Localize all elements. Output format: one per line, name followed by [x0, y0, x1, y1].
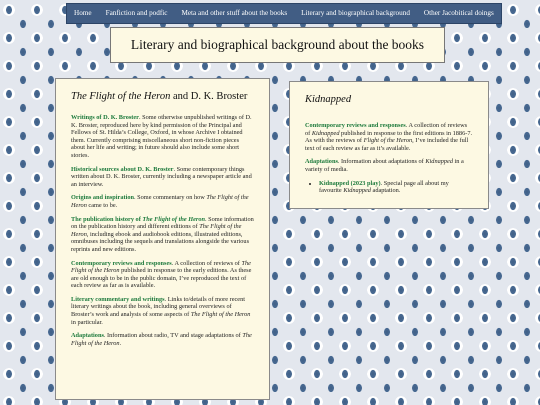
reviews-text-end: published in response to the early editions. As these are old enough to be in the public domain, I’ve reproduced the text of each review as far as is available.: [71, 267, 252, 290]
origins-book-title: The Flight of the Heron: [71, 194, 249, 209]
adaptations-book-title: The Flight of the Heron: [71, 332, 252, 347]
commentary-book-title: The Flight of the Heron: [190, 311, 251, 319]
kidnapped-play-link[interactable]: Kidnapped (2023 play): [319, 179, 381, 187]
origins-link[interactable]: Origins and inspiration: [71, 194, 134, 202]
heron-panel-heading: [71, 91, 254, 102]
nav-home[interactable]: Home: [74, 9, 92, 17]
adaptations-text-end: .: [119, 339, 122, 347]
writings-text: . Some otherwise unpublished writings of D. K. Broster, reproduced here by kind permission of the Principal and Fellows of St. Hilda’s College, Oxford, in whose Archive I obtained them. Currently comprising miscellaneous short non-fiction pieces about her life and writing; in future should also include some short stories.: [71, 114, 252, 159]
heading-author: and D. K. Broster: [170, 91, 248, 102]
heading-book-title: The Flight of the Heron: [71, 91, 171, 102]
page-title: Literary and biographical background about the books: [130, 37, 425, 52]
publication-history-link-text: The publication history of: [71, 215, 143, 223]
origins-text: . Some commentary on how: [134, 194, 207, 202]
kidnapped-reviews-entry: [305, 122, 473, 152]
commentary-text-end: in particular.: [71, 318, 103, 326]
kidnapped-play-title: Kidnapped: [343, 187, 371, 195]
publication-history-text: . Some information on the publication history and different editions of: [71, 215, 254, 231]
historical-sources-link[interactable]: Historical sources about D. K. Broster: [71, 165, 174, 173]
publication-history-link-title: The Flight of the Heron: [142, 215, 205, 223]
origins-entry: [71, 194, 254, 209]
nav-meta[interactable]: Meta and other stuff about the books: [181, 9, 288, 17]
nav-jacobitical[interactable]: Other Jacobitical doings: [423, 9, 494, 17]
writings-link[interactable]: Writings of D. K. Broster: [71, 114, 139, 121]
reviews-book-title: The Flight of the Heron: [71, 259, 251, 275]
list-item: [319, 180, 473, 195]
writings-entry: [71, 114, 254, 160]
kidnapped-adaptations-link[interactable]: Adaptations: [305, 158, 338, 166]
commentary-entry: [71, 296, 254, 326]
origins-text-end: came to be.: [86, 201, 118, 209]
kidnapped-adaptations-text: . Information about adaptations of: [337, 158, 426, 166]
commentary-link[interactable]: Literary commentary and writings: [71, 295, 165, 303]
publication-history-entry: [71, 216, 254, 254]
reviews-entry: [71, 260, 254, 290]
adaptations-entry: [71, 332, 254, 347]
adaptations-text: . Information about radio, TV and stage adaptations of: [103, 332, 243, 340]
heron-panel: [55, 78, 270, 400]
kidnapped-adaptations-text-end: in a variety of media.: [305, 158, 464, 173]
reviews-text: . A collection of reviews of: [171, 259, 242, 267]
kidnapped-reviews-title: Kidnapped: [311, 129, 340, 137]
kidnapped-reviews-heron-title: Flight of the Heron: [363, 137, 413, 145]
kidnapped-panel: [289, 81, 489, 209]
adaptations-link[interactable]: Adaptations: [71, 332, 104, 340]
historical-entry: [71, 166, 254, 189]
publication-history-book-title: The Flight of the Heron: [71, 223, 242, 238]
kidnapped-panel-heading: Kidnapped: [305, 94, 352, 105]
publication-history-link[interactable]: [71, 216, 205, 223]
kidnapped-reviews-text: . A collection of reviews of: [305, 122, 468, 137]
historical-text: . Some contemporary things written about D. K. Broster, currently including a newspaper article and an interview.: [71, 165, 252, 188]
page-title-box: [110, 27, 445, 63]
top-navigation: [66, 3, 502, 24]
kidnapped-adaptations-entry: [305, 158, 473, 173]
kidnapped-play-text: . Special page all about my favourite: [319, 179, 449, 195]
kidnapped-adaptations-title: Kidnapped: [425, 158, 453, 166]
nav-literary-background[interactable]: Literary and biographical background: [301, 9, 410, 17]
publication-history-text-end: , including ebook and audiobook editions, illustrated editions, omnibuses including the sequels and translations alongside the various reprints and new editions.: [71, 230, 250, 253]
kidnapped-adaptations-list: [319, 180, 473, 195]
kidnapped-reviews-link[interactable]: Contemporary reviews and responses: [305, 122, 406, 129]
commentary-text: . Links to/details of more recent literary writings about the book, including general overviews of Broster’s work and analysis of some aspects of: [71, 295, 245, 319]
kidnapped-play-text-end: adaptation.: [370, 187, 401, 195]
kidnapped-reviews-text-mid: published in response to the first editions in 1886-7. As with the reviews of: [305, 129, 473, 145]
reviews-link[interactable]: Contemporary reviews and responses: [71, 259, 172, 267]
nav-fanfiction[interactable]: Fanfiction and podfic: [105, 9, 168, 17]
kidnapped-reviews-text-end: , I’ve included the full text of each review as far as it’s available.: [305, 137, 469, 152]
